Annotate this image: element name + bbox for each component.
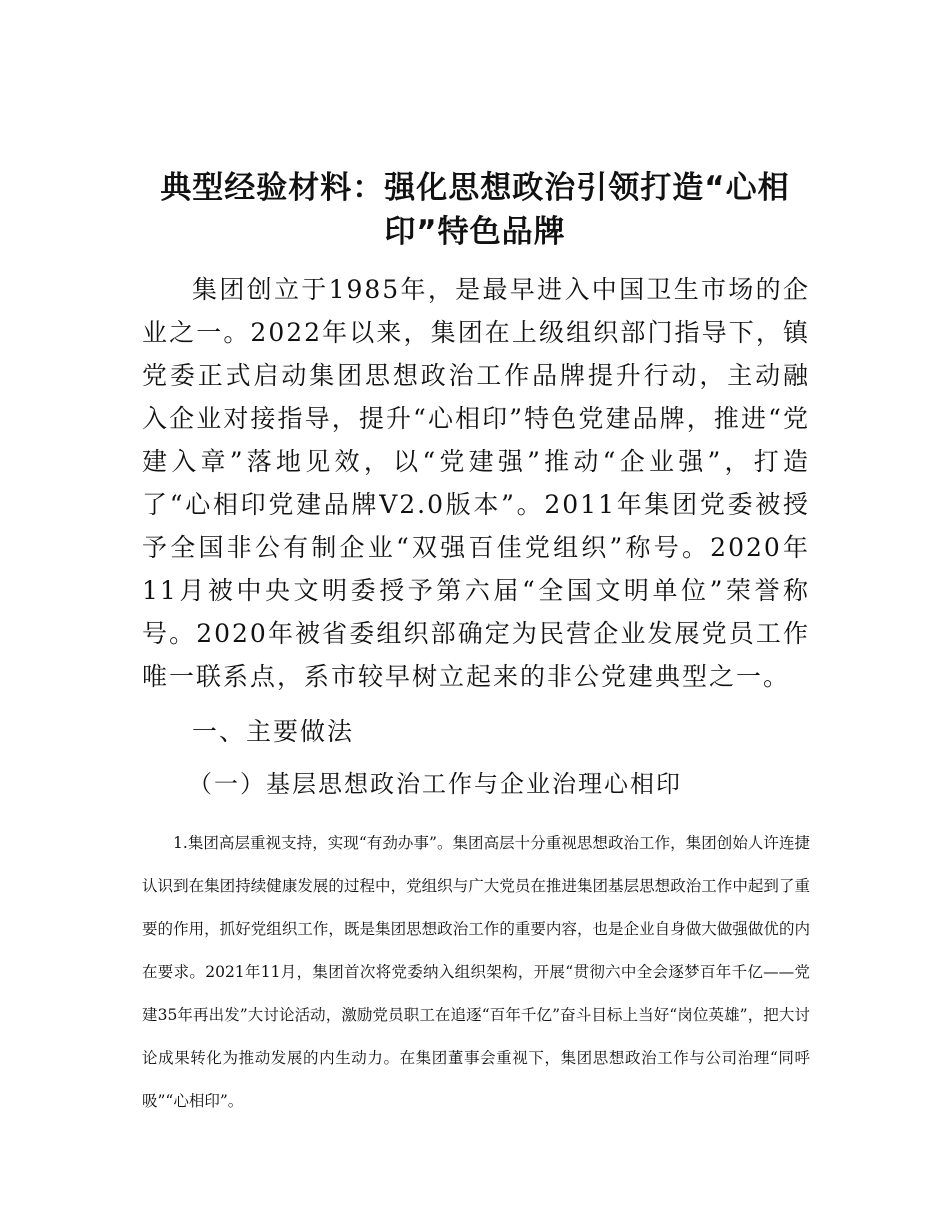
intro-paragraph: 集团创立于1985年，是最早进入中国卫生市场的企业之一。2022年以来，集团在上级组织部门指导下，镇党委正式启动集团思想政治工作品牌提升行动，主动融入企业对接指导，提升“心相印”特色党建品牌，推进“党建入章”落地见效，以“党建强”推动“企业强”，打造了“心相印党建品牌V2.0版本”。2011年集团党委被授予全国非公有制企业“双强百佳党组织”称号。2020年11月被中央文明委授予第六届“全国文明单位”荣誉称号。2020年被省委组织部确定为民营企业发展党员工作唯一联系点，系市较早树立起来的非公党建典型之一。 xyxy=(142,275,810,691)
subsection-heading: （一）基层思想政治工作与企业治理心相印 xyxy=(188,770,682,798)
section-heading: 一、主要做法 xyxy=(192,717,355,746)
document-title: 典型经验材料：强化思想政治引领打造“心相印”特色品牌 xyxy=(160,170,790,250)
body-paragraph: 1.集团高层重视支持，实现“有劲办事”。集团高层十分重视思想政治工作，集团创始人许连捷认识到在集团持续健康发展的过程中，党组织与广大党员在推进集团基层思想政治工作中起到了重要的作用，抓好党组织工作，既是集团思想政治工作的重要内容，也是企业自身做大做强做优的内在要求。2021年11月，集团首次将党委纳入组织架构，开展“贯彻六中全会逐梦百年千亿——党建35年再出发”大讨论活动，激励党员职工在追逐“百年千亿”奋斗目标上当好“岗位英雄”，把大讨论成果转化为推动发展的内生动力。在集团董事会重视下，集团思想政治工作与公司治理“同呼吸”“心相印”。 xyxy=(142,834,810,1110)
